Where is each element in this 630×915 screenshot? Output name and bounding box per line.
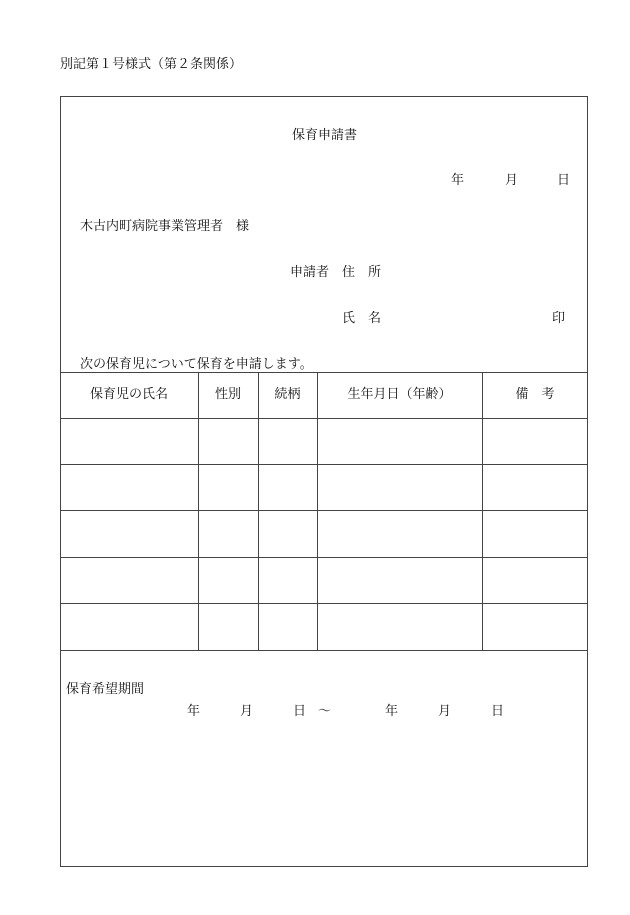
table-header-border — [60, 418, 588, 419]
period-to-year: 年 — [385, 704, 399, 719]
period-from-year: 年 — [187, 704, 201, 719]
date-year-label: 年 — [451, 173, 465, 188]
period-from-day: 日 — [293, 704, 307, 719]
date-month-label: 月 — [505, 173, 519, 188]
applicant-label: 申請者 — [290, 265, 330, 280]
request-statement: 次の保育児について保育を申請します。 — [80, 357, 313, 372]
seal-mark: 印 — [552, 311, 566, 326]
date-day-label: 日 — [557, 173, 571, 188]
table-row-border — [60, 464, 588, 465]
table-row-border — [60, 510, 588, 511]
form-number-label: 別記第１号様式（第２条関係） — [60, 57, 243, 72]
form-title: 保育申請書 — [292, 128, 358, 143]
applicant-address-label: 住 所 — [342, 265, 382, 280]
application-form — [60, 96, 588, 867]
column-header-birthdate-age: 生年月日（年齢） — [347, 387, 452, 402]
column-header-relationship: 続柄 — [274, 387, 301, 402]
column-header-child-name: 保育児の氏名 — [89, 387, 168, 402]
period-tilde: 〜 — [318, 704, 332, 719]
table-row-border — [60, 603, 588, 604]
column-header-remarks: 備 考 — [515, 387, 555, 402]
applicant-name-label: 氏 名 — [342, 311, 382, 326]
column-header-gender: 性別 — [214, 387, 241, 402]
addressee: 木古内町病院事業管理者 様 — [80, 219, 250, 234]
table-row-border — [60, 557, 588, 558]
period-to-day: 日 — [491, 704, 505, 719]
period-from-month: 月 — [240, 704, 254, 719]
period-label: 保育希望期間 — [66, 682, 145, 697]
table-bottom-border — [60, 650, 588, 651]
period-to-month: 月 — [438, 704, 452, 719]
